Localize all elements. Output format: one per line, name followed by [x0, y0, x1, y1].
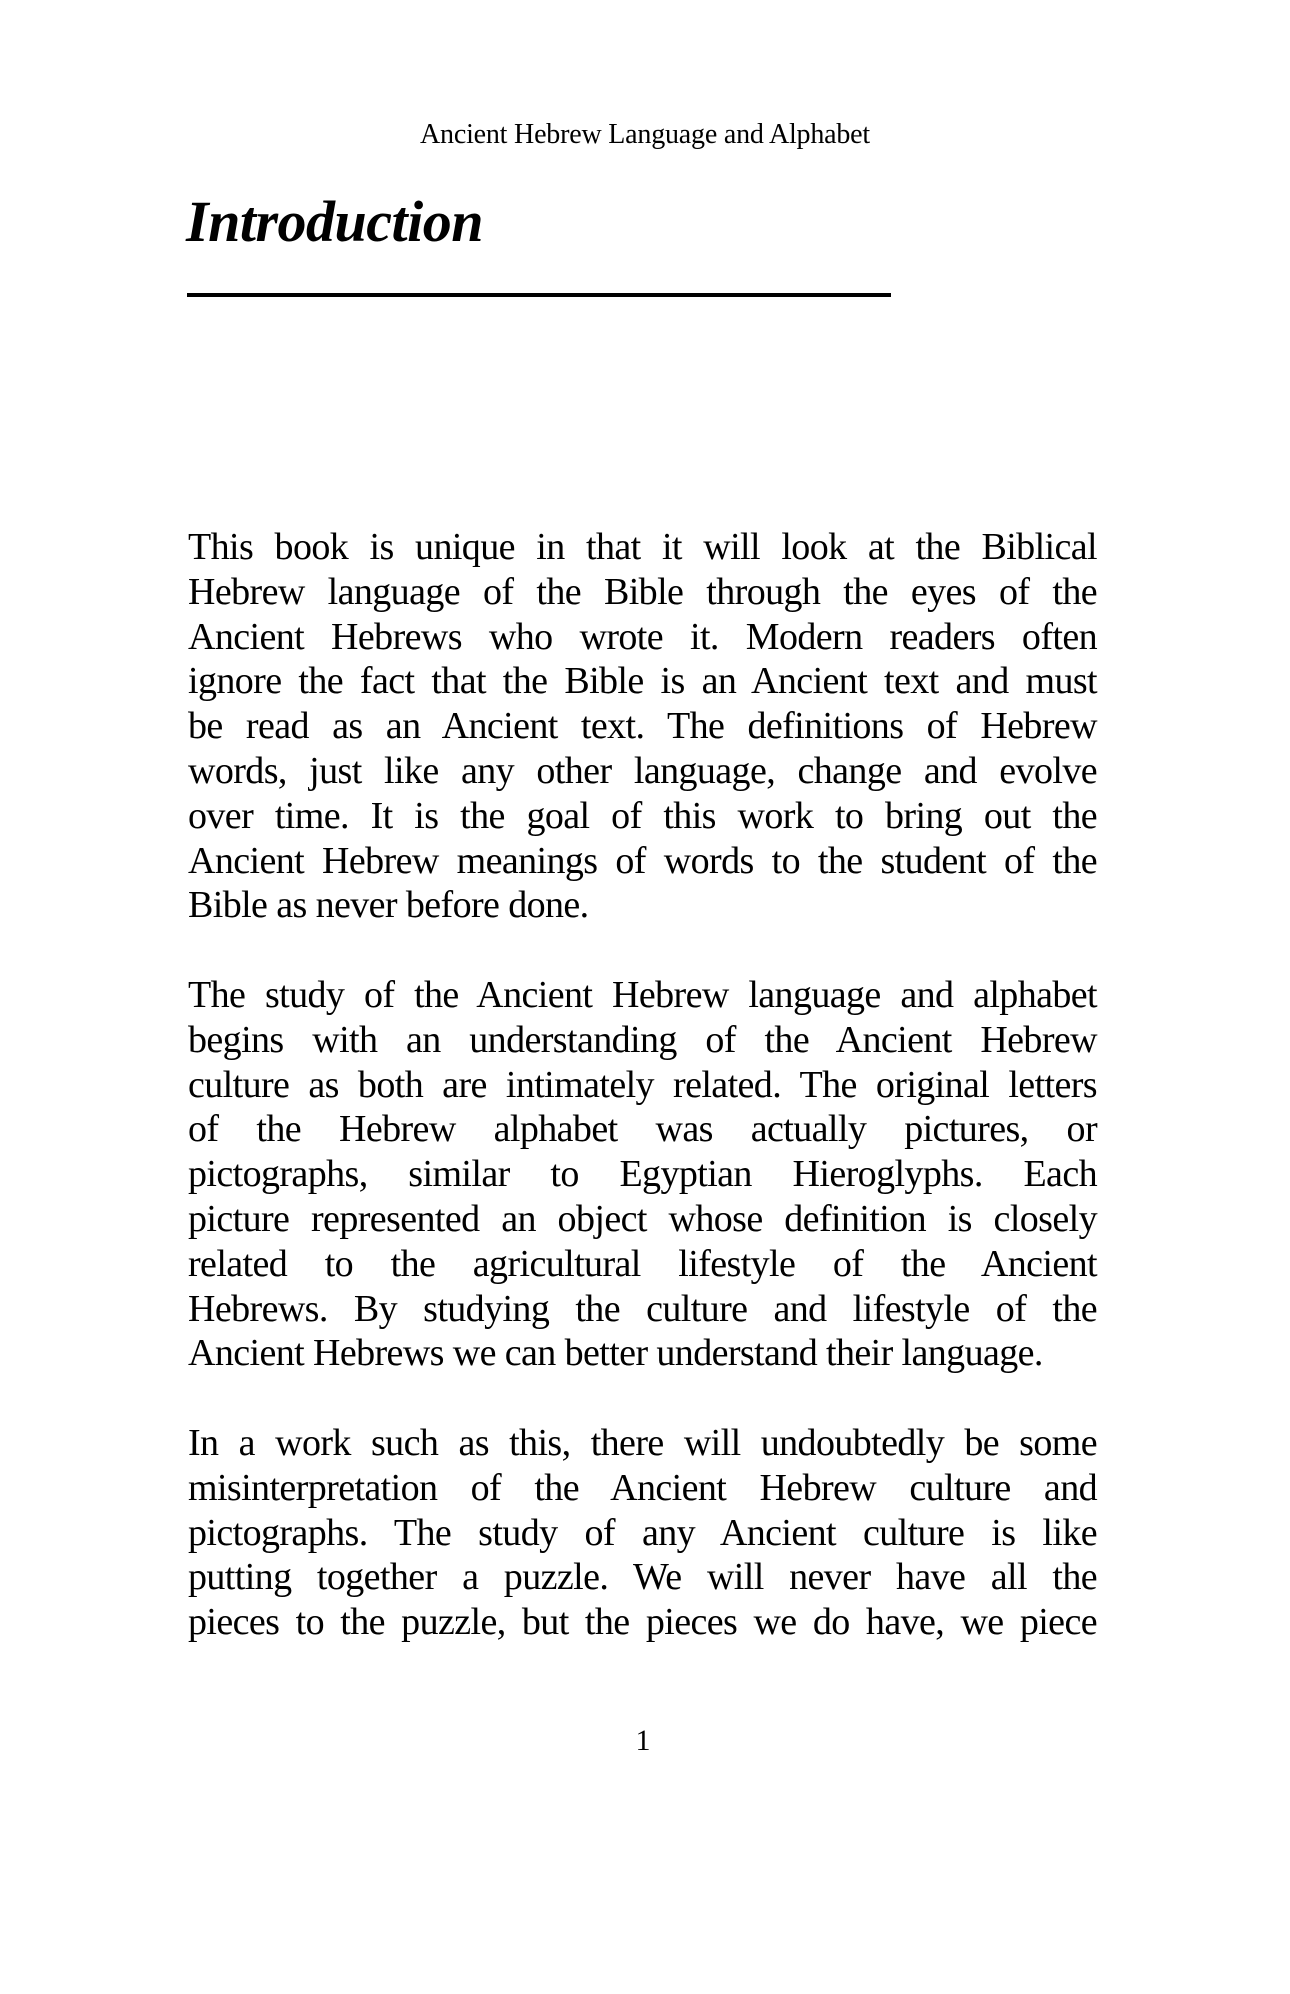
paragraph-3	[188, 1421, 1097, 1645]
title-underline-rule	[187, 293, 891, 297]
text-line: putting together a puzzle. We will never have all the	[188, 1556, 1097, 1599]
text-line: culture as both are intimately related. The original letters	[188, 1063, 1097, 1106]
text-line: be read as an Ancient text. The definitions of Hebrew	[188, 705, 1097, 748]
text-line: ignore the fact that the Bible is an Ancient text and must	[188, 660, 1097, 703]
text-line: Ancient Hebrew meanings of words to the student of the	[188, 839, 1097, 882]
text-line: words, just like any other language, change and evolve	[188, 749, 1097, 792]
text-line: pieces to the puzzle, but the pieces we do have, we piece	[188, 1601, 1097, 1644]
text-line: The study of the Ancient Hebrew language and alphabet	[188, 973, 1097, 1016]
chapter-title: Introduction	[186, 189, 483, 254]
text-line: Ancient Hebrews we can better understand their language.	[188, 1332, 1043, 1375]
text-line: begins with an understanding of the Ancient Hebrew	[188, 1018, 1097, 1061]
running-header: Ancient Hebrew Language and Alphabet	[420, 119, 870, 150]
text-line: Bible as never before done.	[188, 884, 589, 927]
text-line: related to the agricultural lifestyle of the Ancient	[188, 1242, 1097, 1285]
text-line: over time. It is the goal of this work to bring out the	[188, 794, 1097, 837]
paragraph-2	[188, 973, 1097, 1376]
paragraph-1	[188, 525, 1097, 928]
text-line: This book is unique in that it will look at the Biblical	[188, 526, 1097, 568]
text-line: misinterpretation of the Ancient Hebrew culture and	[188, 1466, 1097, 1509]
text-line: pictographs, similar to Egyptian Hieroglyphs. Each	[188, 1153, 1097, 1196]
text-line: Hebrew language of the Bible through the eyes of the	[188, 570, 1097, 613]
body-text	[188, 525, 1097, 1690]
text-line: Hebrews. By studying the culture and lifestyle of the	[188, 1287, 1097, 1330]
text-line: pictographs. The study of any Ancient culture is like	[188, 1511, 1097, 1554]
page-number: 1	[635, 1724, 651, 1757]
text-line: Ancient Hebrews who wrote it. Modern readers often	[188, 615, 1097, 658]
text-line: picture represented an object whose definition is closely	[188, 1197, 1097, 1240]
text-line: In a work such as this, there will undoubtedly be some	[188, 1421, 1097, 1464]
text-line: of the Hebrew alphabet was actually pictures, or	[188, 1108, 1097, 1151]
